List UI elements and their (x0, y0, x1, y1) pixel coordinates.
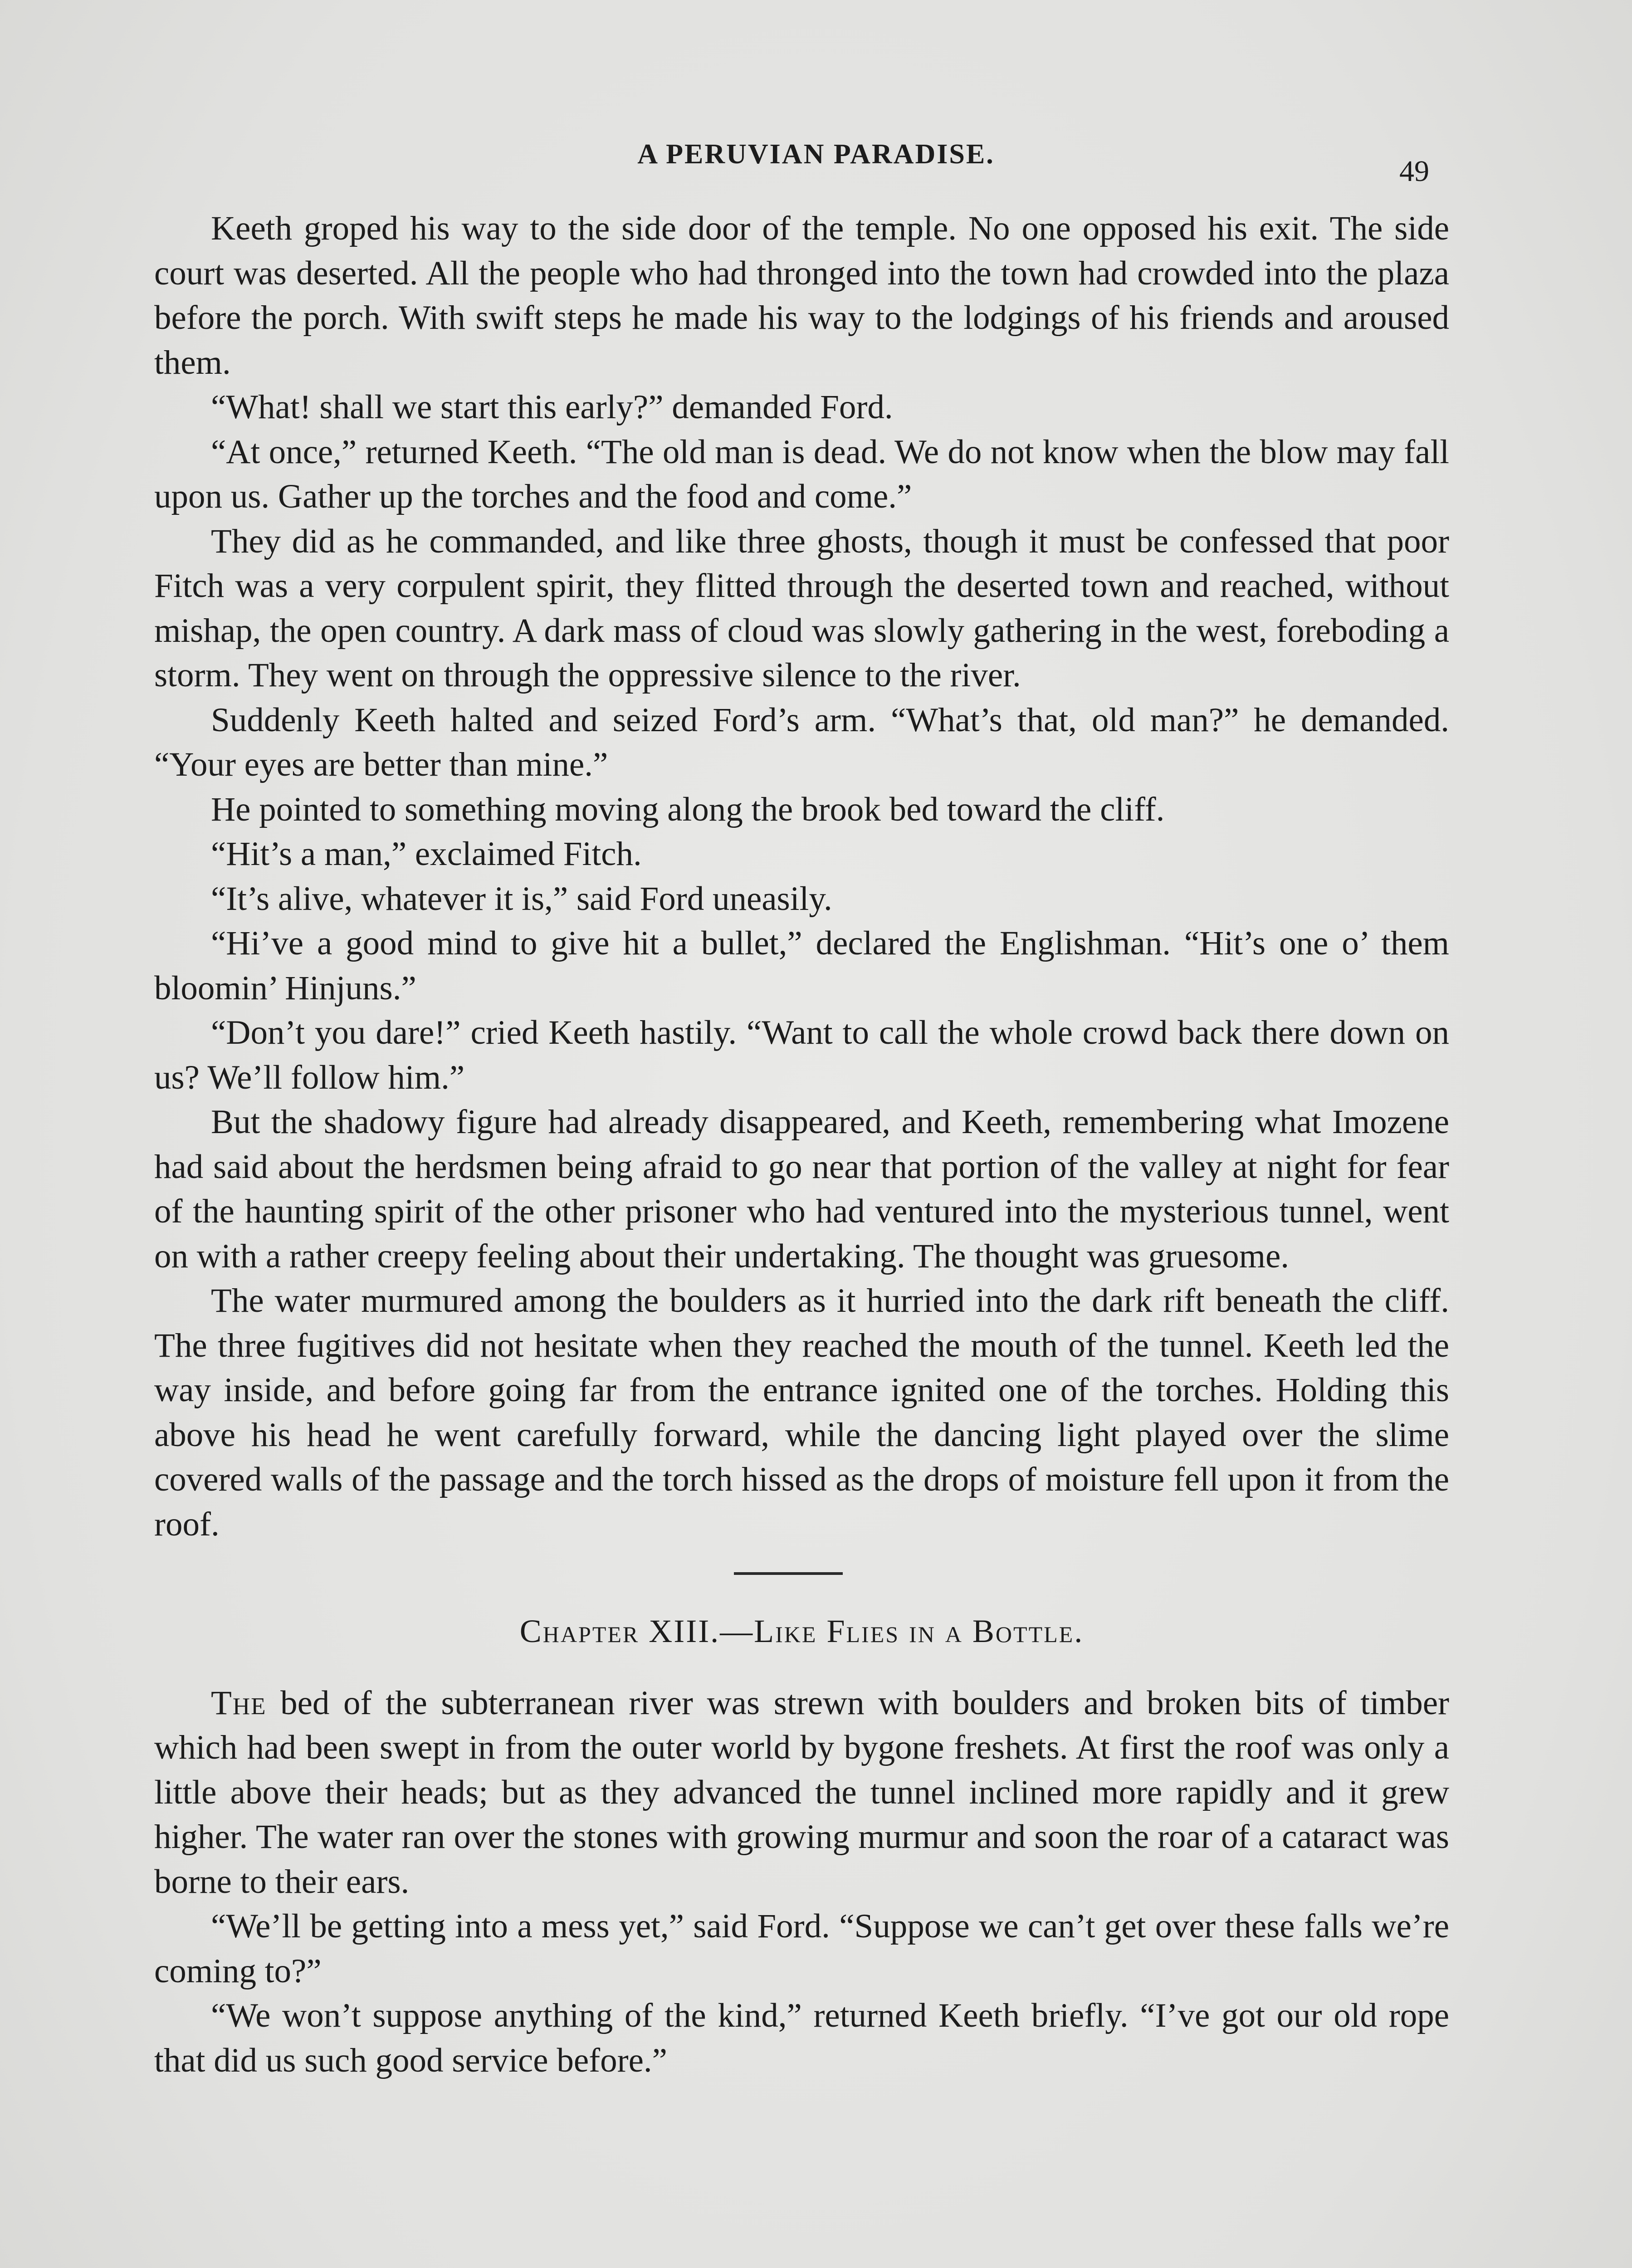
paragraph: They did as he commanded, and like three ghosts, though it must be confessed that poor Fitch was a very corpulent spirit, they flitted through the deserted town and reached, without mishap, the open country. A dark mass of cloud was slowly gathering in the west, foreboding a storm. They went on through the oppressive silence to the river. (154, 522, 1449, 694)
paragraph: “At once,” returned Keeth. “The old man is dead. We do not know when the blow may fall upon us. Gather up the torches and the food and come.” (154, 433, 1449, 515)
page-number: 49 (1399, 155, 1429, 188)
paragraph: “What! shall we start this early?” demanded Ford. (211, 388, 893, 426)
chapter-opening-word: The (211, 1684, 267, 1722)
paragraph: “Don’t you dare!” cried Keeth hastily. “Want to call the whole crowd back there down on us? We’ll follow him.” (154, 1014, 1449, 1096)
paragraph: But the shadowy figure had already disappeared, and Keeth, remembering what Imozene had said about the herdsmen being afraid to go near that portion of the valley at night for fear of the haunting spirit of the other prisoner who had ventured into the mysterious tunnel, went on with a rather creepy feeling about their undertaking. The thought was gruesome. (154, 1103, 1449, 1275)
paragraph: “Hi’ve a good mind to give hit a bullet,” declared the Englishman. “Hit’s one o’ them bloomin’ Hinjuns.” (154, 924, 1449, 1007)
chapter-heading: Chapter XIII.—Like Flies in a Bottle. (519, 1613, 1084, 1649)
paragraph: He pointed to something moving along the brook bed toward the cliff. (211, 790, 1165, 828)
body-text (154, 206, 1449, 2083)
paragraph: The water murmured among the boulders as it hurried into the dark rift beneath the cliff. The three fugitives did not hesitate when they reached the mouth of the tunnel. Keeth led the way inside, and before going far from the entrance ignited one of the torches. Holding this above his head he went carefully forward, while the dancing light played over the slime covered walls of the passage and the torch hissed as the drops of moisture fell upon it from the roof. (154, 1282, 1449, 1543)
section-rule (734, 1572, 843, 1575)
paragraph: “It’s alive, whatever it is,” said Ford uneasily. (211, 880, 832, 918)
chapter-opening-text: bed of the subterranean river was strewn with boulders and broken bits of timber which had been swept in from the outer world by bygone freshets. At first the roof was only a little above their heads; but as they advanced the tunnel inclined more rapidly and it grew higher. The water ran over the stones with growing murmur and soon the roar of a cataract was borne to their ears. (154, 1684, 1449, 1901)
paragraph: “We’ll be getting into a mess yet,” said Ford. “Suppose we can’t get over these falls we’re coming to?” (154, 1907, 1449, 1990)
paragraph: “Hit’s a man,” exclaimed Fitch. (211, 835, 642, 873)
running-head: A PERUVIAN PARADISE. (637, 139, 995, 170)
chapter-opening-paragraph (154, 1681, 1449, 1905)
paragraph: “We won’t suppose anything of the kind,” returned Keeth briefly. “I’ve got our old rope that did us such good service before.” (154, 1997, 1449, 2079)
paragraph: Suddenly Keeth halted and seized Ford’s arm. “What’s that, old man?” he demanded. “Your eyes are better than mine.” (154, 701, 1449, 783)
section-break (154, 1547, 1449, 1609)
paragraph: Keeth groped his way to the side door of the temple. No one opposed his exit. The side court was deserted. All the people who had thronged into the town had crowded into the plaza before the porch. With swift steps he made his way to the lodgings of his friends and aroused them. (154, 210, 1449, 381)
